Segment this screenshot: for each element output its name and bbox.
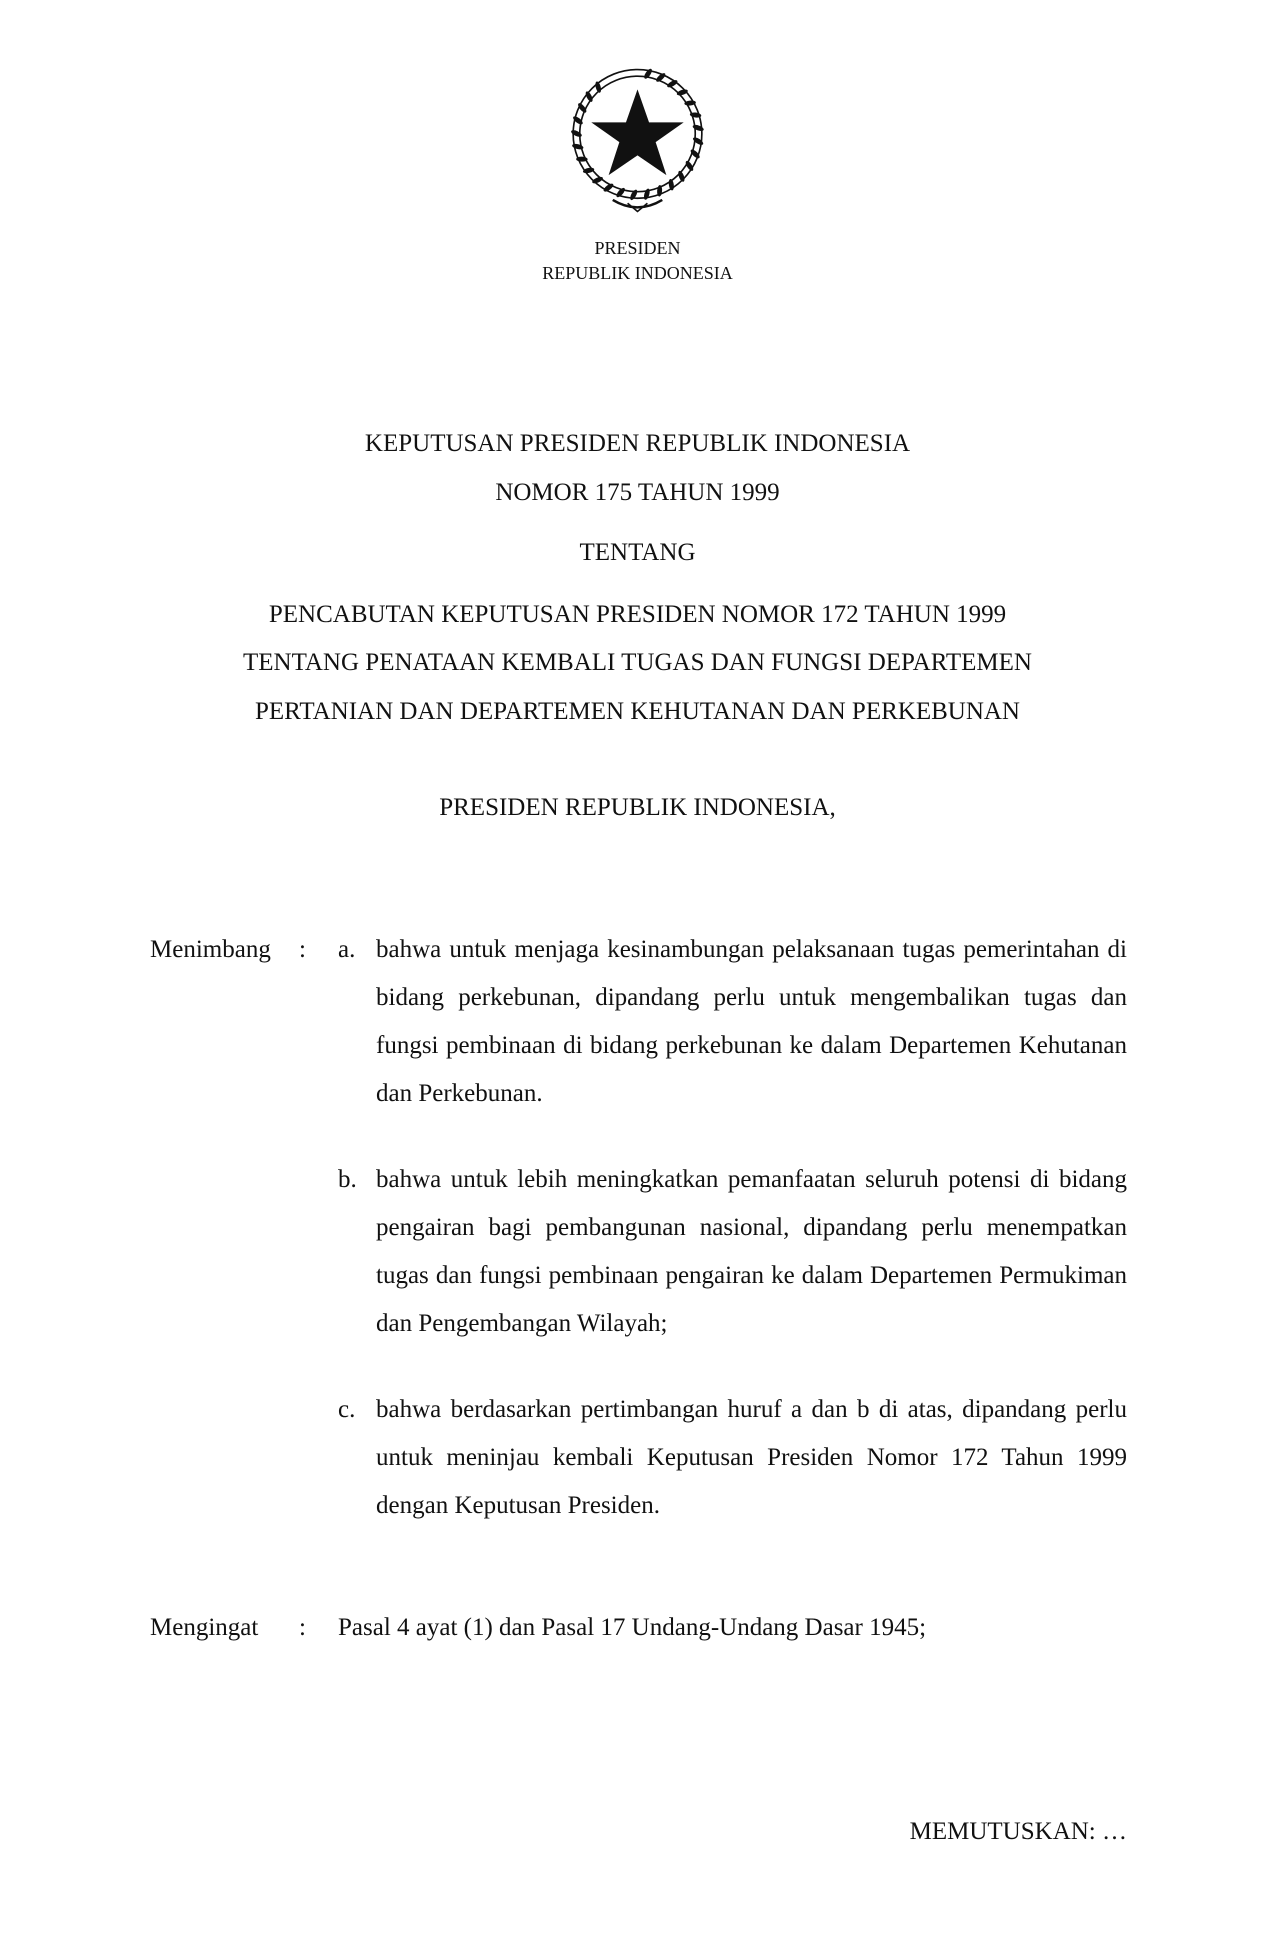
laurel-leaf-icon bbox=[676, 88, 689, 96]
header-presiden: PRESIDEN bbox=[594, 238, 681, 258]
page-continuation: MEMUTUSKAN: … bbox=[909, 1818, 1127, 1845]
mengingat-colon: : bbox=[299, 1614, 306, 1641]
laurel-leaf-icon bbox=[576, 157, 588, 162]
menimbang-item-c: bahwa berdasarkan pertimbangan huruf a dan b di atas, dipandang perlu untuk meninjau kembali Keputusan Presiden Nomor 172 Tahun 1999 dengan Keputusan Presiden. bbox=[376, 1396, 1127, 1519]
decree-subject-line-1: PENCABUTAN KEPUTUSAN PRESIDEN NOMOR 172 TAHUN 1999 bbox=[268, 601, 1007, 628]
decree-authority: PRESIDEN REPUBLIK INDONESIA, bbox=[439, 794, 836, 821]
item-marker: a. bbox=[338, 936, 356, 963]
decree-title: KEPUTUSAN PRESIDEN REPUBLIK INDONESIA bbox=[364, 430, 911, 457]
laurel-leaf-icon bbox=[668, 179, 675, 191]
mengingat-label: Mengingat bbox=[150, 1614, 259, 1641]
decree-number: NOMOR 175 TAHUN 1999 bbox=[495, 479, 780, 506]
decree-tentang: TENTANG bbox=[579, 539, 696, 566]
decree-subject-line-3: PERTANIAN DAN DEPARTEMEN KEHUTANAN DAN PERKEBUNAN bbox=[255, 698, 1020, 725]
header-republik-indonesia: REPUBLIK INDONESIA bbox=[542, 263, 733, 283]
menimbang-item-a: bahwa untuk menjaga kesinambungan pelaksanaan tugas pemerintahan di bidang perkebunan, dipandang perlu untuk mengembalikan tugas dan fungsi pembinaan di bidang perkebunan ke dalam Departemen Kehutanan dan Perkebunan. bbox=[376, 936, 1127, 1107]
laurel-leaf-icon bbox=[570, 129, 583, 138]
mengingat-text: Pasal 4 ayat (1) dan Pasal 17 Undang-Undang Dasar 1945; bbox=[338, 1614, 927, 1641]
menimbang-label: Menimbang bbox=[150, 936, 271, 963]
item-marker: b. bbox=[338, 1166, 357, 1193]
laurel-leaf-icon bbox=[594, 81, 602, 93]
menimbang-colon: : bbox=[299, 936, 306, 963]
laurel-leaf-icon bbox=[582, 167, 594, 174]
presidential-emblem-icon bbox=[555, 58, 720, 223]
laurel-leaf-icon bbox=[677, 170, 686, 183]
item-marker: c. bbox=[338, 1396, 356, 1423]
menimbang-item-b: bahwa untuk lebih meningkatkan pemanfaatan seluruh potensi di bidang pengairan bagi pembangunan nasional, dipandang perlu menempatkan tugas dan fungsi pembinaan pengairan ke dalam Departemen Permukiman dan Pengembangan Wilayah; bbox=[376, 1166, 1127, 1337]
decree-subject-line-2: TENTANG PENATAAN KEMBALI TUGAS DAN FUNGSI DEPARTEMEN bbox=[243, 649, 1032, 676]
